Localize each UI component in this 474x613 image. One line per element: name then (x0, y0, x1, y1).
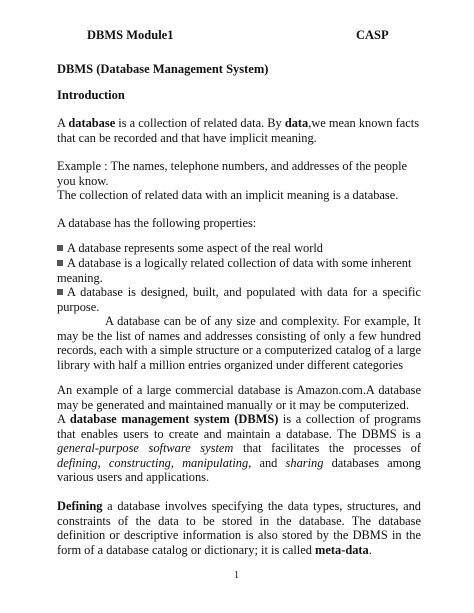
square-bullet-icon (57, 260, 63, 266)
bullet-item (57, 285, 421, 314)
dbms-term: database management system (DBMS) (69, 412, 279, 426)
dbms-text: databases among various users and applications. (57, 455, 421, 485)
defining-text: a database involves specifying the data types, structures, and constraints of the data to be stored in the database. The database definition or descriptive information is also stored by the DBMS in the form of a database catalog or dictionary; it is called (57, 499, 421, 557)
dbms-italic-sharing: sharing (285, 455, 324, 470)
dbms-text: that facilitates the processes of (233, 441, 422, 456)
bullet-text: A database is a logically related collection of data with some inherent meaning. (57, 256, 412, 285)
header-left: DBMS Module1 (87, 28, 174, 42)
intro-paragraph (57, 116, 421, 145)
size-paragraph: A database can be of any size and complexity. For example, It may be the list of names and addresses consisting of only a few hundred records, each with a simple structure or a computerized catalog of a large library with half a million entries organized under different categories (57, 314, 421, 372)
intro-text: is a collection of related data. By (115, 116, 285, 130)
metadata-term: meta-data (315, 542, 369, 557)
bullet-item (57, 256, 421, 285)
dbms-text: and (251, 455, 286, 470)
dbms-text: is a collection of programs that enables users to create and maintain a database. The DBMS is a (57, 412, 421, 441)
intro-text: A (57, 116, 69, 130)
dbms-italic-processes: defining, constructing, manipulating, (57, 455, 252, 470)
page-number: 1 (234, 570, 239, 581)
amazon-paragraph: An example of a large commercial database is Amazon.com.A database may be generated and maintained manually or it may be computerized. (57, 383, 421, 412)
defining-text: . (368, 542, 372, 557)
section-heading: Introduction (57, 88, 125, 102)
intro-term-database: database (68, 116, 116, 130)
square-bullet-icon (57, 289, 63, 295)
dbms-paragraph (57, 412, 421, 485)
intro-text: ,we mean known facts that can be recorded and that have implicit meaning. (57, 116, 420, 145)
bullet-text: A database represents some aspect of the real world (67, 241, 323, 255)
example-line-1: Example : The names, telephone numbers, and addresses of the people you know. (57, 159, 408, 188)
document-title: DBMS (Database Management System) (57, 62, 269, 76)
defining-paragraph (57, 499, 421, 557)
defining-term: Defining (57, 499, 103, 513)
bullet-text: A database is designed, built, and populated with data for a specific purpose. (57, 285, 421, 314)
header-right: CASP (356, 28, 389, 42)
intro-term-data: data (284, 116, 309, 130)
dbms-text: A (57, 412, 70, 426)
dbms-italic-term: general-purpose software system (57, 441, 234, 456)
square-bullet-icon (57, 245, 63, 251)
example-line-2: The collection of related data with an implicit meaning is a database. (57, 188, 399, 202)
properties-intro: A database has the following properties: (57, 216, 257, 230)
bullet-item (57, 241, 421, 256)
